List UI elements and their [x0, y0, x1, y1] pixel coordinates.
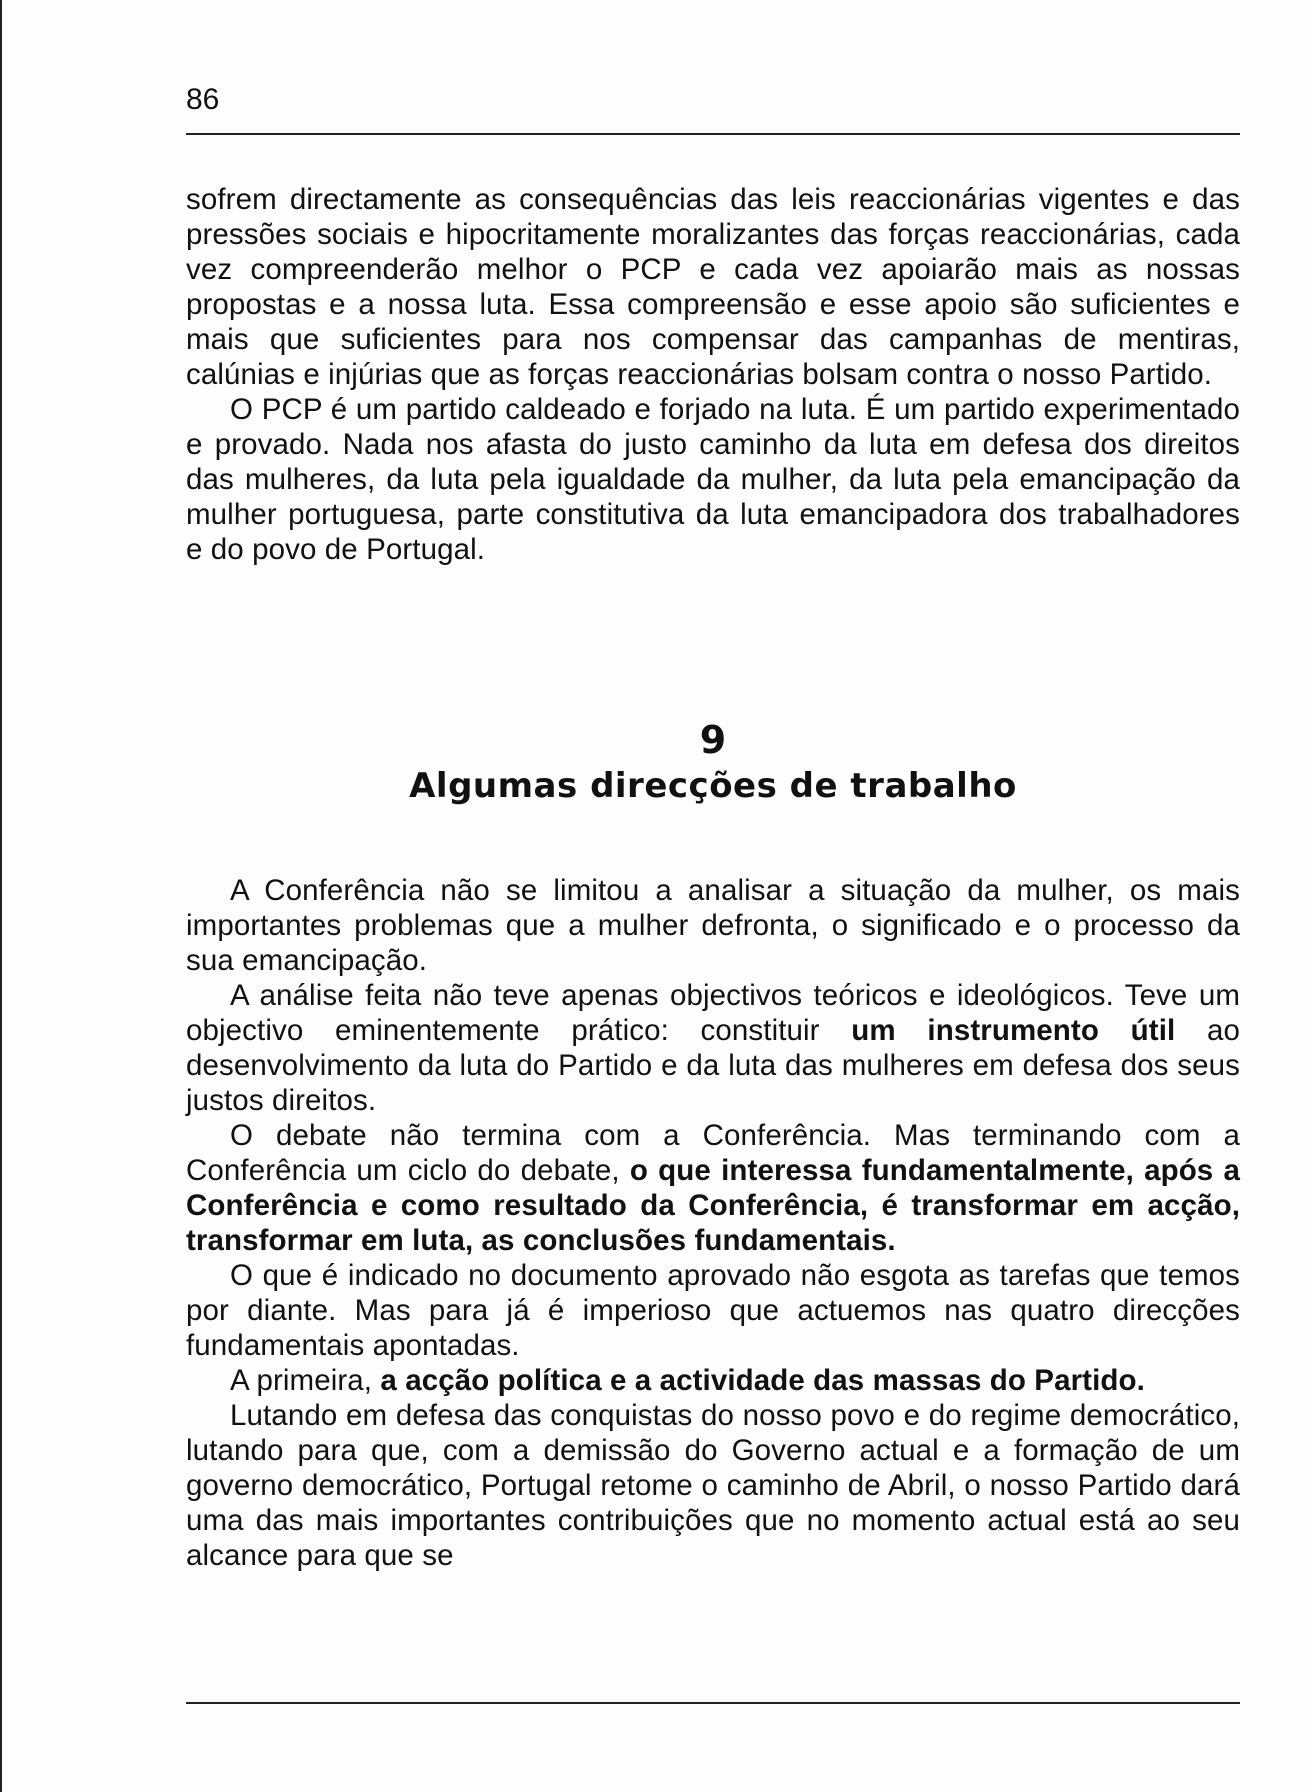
intro-paragraph-1: sofrem directamente as consequências das leis reaccionárias vigentes e das pressões sociais e hipocritamente moralizantes das forças reaccionárias, cada vez compreenderão melhor o PCP e cada vez apoiarão mais as nossas propostas e a nossa luta. Essa compreensão e esse apoio são suficientes e mais que suficientes para nos compensar das campanhas de mentiras, calúnias e injúrias que as forças reaccionárias bolsam contra o nosso Partido. — [186, 183, 1240, 391]
body-paragraph-6: Lutando em defesa das conquistas do nosso povo e do regime democrático, lutando para que, com a demissão do Governo actual e a formação de um governo democrático, Portugal retome o caminho de Abril, o nosso Partido dará uma das mais importantes contribuições que no momento actual está ao seu alcance para que se — [186, 1399, 1240, 1572]
body-paragraph-2-text: A análise feita não teve apenas objectivos teóricos e ideológicos. Teve um objectivo eminentemente prático: constituir — [186, 979, 1240, 1047]
header-rule — [186, 133, 1240, 135]
section-title: Algumas direcções de trabalho — [409, 766, 1017, 806]
body-paragraph-2 — [186, 978, 1240, 1118]
body-paragraph-1: A Conferência não se limitou a analisar a situação da mulher, os mais importantes problemas que a mulher defronta, o significado e o processo da sua emancipação. — [186, 874, 1240, 977]
body-paragraph-4: O que é indicado no documento aprovado não esgota as tarefas que temos por diante. Mas para já é imperioso que actuemos nas quatro direcções fundamentais apontadas. — [186, 1259, 1240, 1362]
section-body — [186, 873, 1240, 1573]
body-paragraph-3 — [186, 1118, 1240, 1258]
body-paragraph-2-emphasis: um instrumento útil — [851, 1014, 1176, 1047]
section-number: 9 — [699, 718, 727, 762]
intro-text — [186, 182, 1240, 567]
body-paragraph-5-text: A primeira, — [230, 1364, 381, 1397]
body-paragraph-3-text: O debate não termina com a Conferência. Mas terminando com a Conferência um ciclo do debate, — [186, 1119, 1240, 1187]
page-edge — [0, 0, 2, 1792]
body-paragraph-5-emphasis: a acção política e a actividade das massas do Partido. — [380, 1364, 1145, 1397]
body-paragraph-3-emphasis: o que interessa fundamentalmente, após a Conferência e como resultado da Conferência, é transformar em acção, transformar em luta, as conclusões fundamentais. — [186, 1154, 1241, 1257]
body-paragraph-2-text-end: ao desenvolvimento da luta do Partido e da luta das mulheres em defesa dos seus justos direitos. — [186, 1014, 1240, 1117]
intro-paragraph-2: O PCP é um partido caldeado e forjado na luta. É um partido experimentado e provado. Nada nos afasta do justo caminho da luta em defesa dos direitos das mulheres, da luta pela igualdade da mulher, da luta pela emancipação da mulher portuguesa, parte constitutiva da luta emancipadora dos trabalhadores e do povo de Portugal. — [186, 393, 1240, 566]
footer-rule — [186, 1702, 1240, 1704]
body-paragraph-5 — [186, 1363, 1240, 1398]
page-number: 86 — [186, 83, 220, 116]
